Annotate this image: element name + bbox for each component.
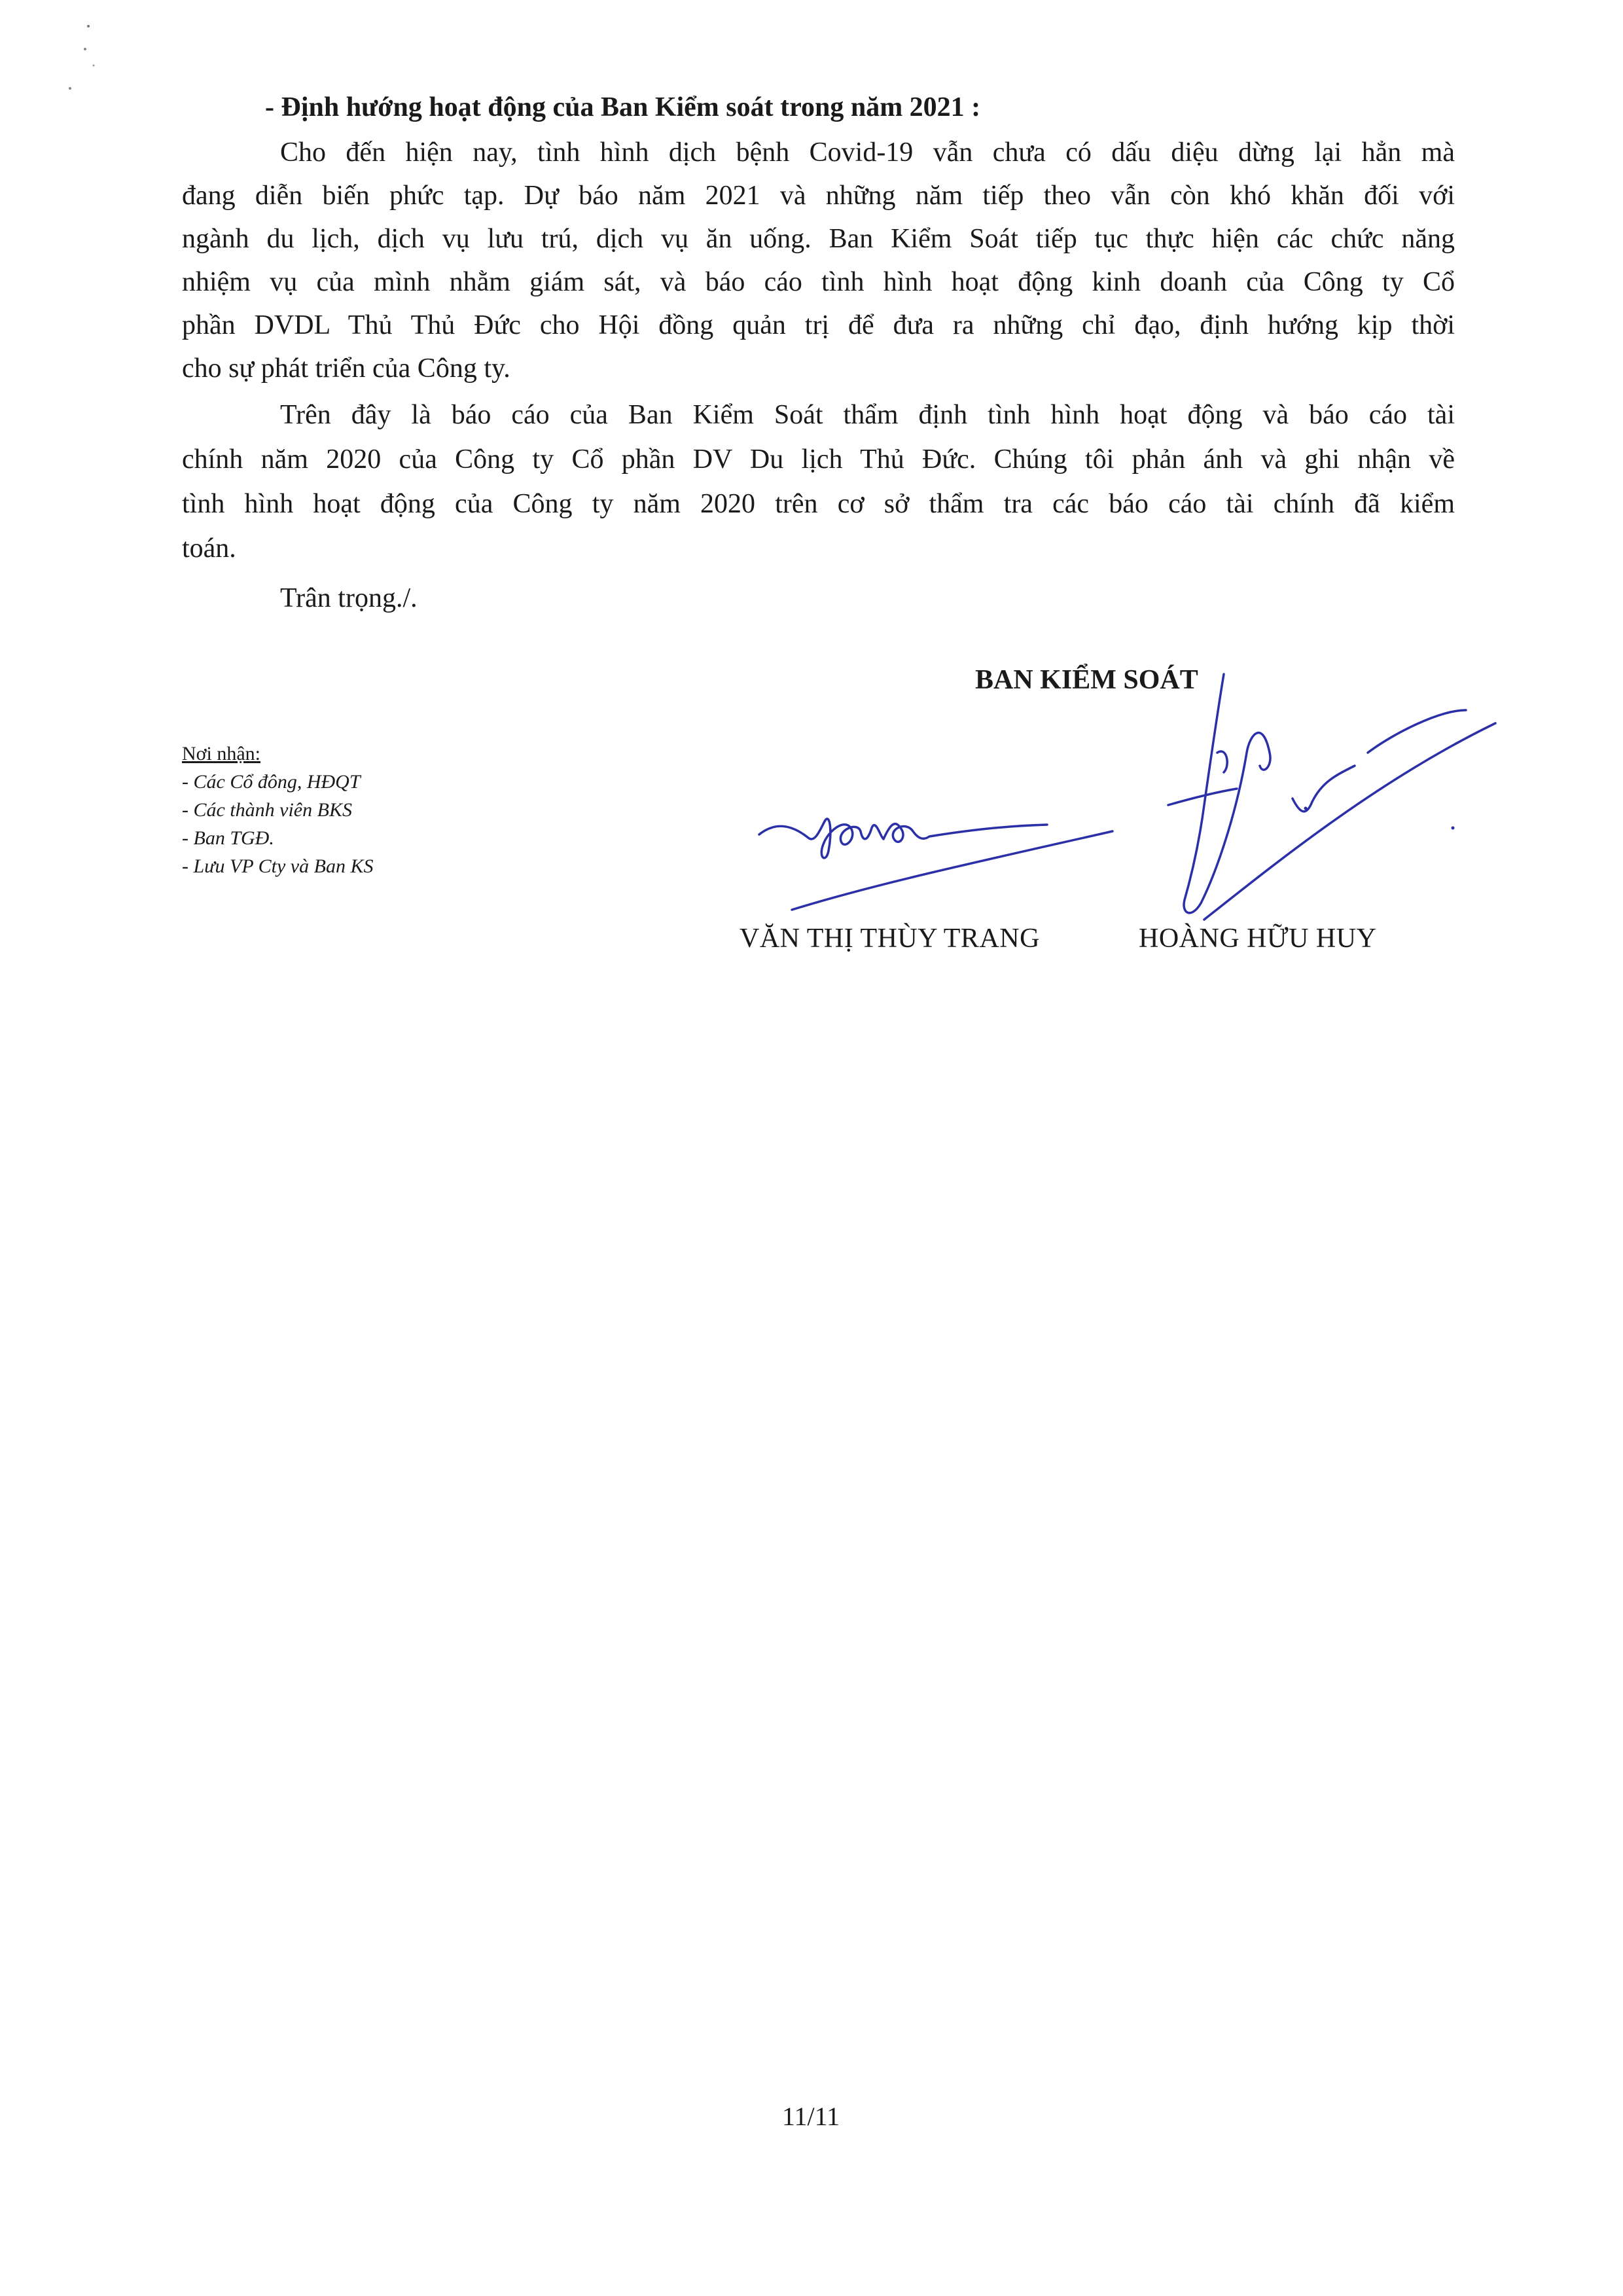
board-title: BAN KIỂM SOÁT	[975, 665, 1198, 695]
recipients-title: Nơi nhận:	[182, 743, 261, 764]
paragraph-line: Cho đến hiện nay, tình hình dịch bệnh Covid-19 vẫn chưa có dấu diệu dừng lại hẳn mà	[280, 137, 1455, 168]
signer-name: VĂN THỊ THÙY TRANG	[740, 924, 1040, 954]
paragraph-outlook	[182, 131, 1455, 390]
section-heading: - Định hướng hoạt động của Ban Kiểm soát trong năm 2021 :	[265, 92, 981, 122]
page-number: 11/11	[782, 2102, 840, 2131]
paragraph-line: chính năm 2020 của Công ty Cổ phần DV Du lịch Thủ Đức. Chúng tôi phản ánh và ghi nhận về	[182, 444, 1455, 475]
paragraph-line: tình hình hoạt động của Công ty năm 2020 trên cơ sở thẩm tra các báo cáo tài chính đã kiểm	[182, 489, 1455, 519]
paragraph-line: Trên đây là báo cáo của Ban Kiểm Soát thẩm định tình hình hoạt động và báo cáo tài	[280, 400, 1455, 430]
paragraph-line: đang diễn biến phức tạp. Dự báo năm 2021 và những năm tiếp theo vẫn còn khó khăn đối với	[182, 181, 1455, 211]
paragraph-line: nhiệm vụ của mình nhằm giám sát, và báo cáo tình hình hoạt động kinh doanh của Công ty Cổ	[182, 267, 1455, 297]
recipients-block	[182, 740, 373, 880]
recipient-item: - Các thành viên BKS	[182, 799, 352, 821]
closing-text: Trân trọng./.	[280, 583, 418, 613]
signer-name: HOÀNG HỮU HUY	[1139, 924, 1377, 954]
recipient-item: - Lưu VP Cty và Ban KS	[182, 855, 374, 877]
paragraph-summary	[182, 393, 1455, 571]
scan-speck	[62, 20, 101, 98]
paragraph-line: phần DVDL Thủ Thủ Đức cho Hội đồng quản trị để đưa ra những chỉ đạo, định hướng kịp thời	[182, 310, 1455, 340]
paragraph-line: cho sự phát triển của Công ty.	[182, 353, 510, 384]
paragraph-line: toán.	[182, 533, 236, 564]
recipient-item: - Ban TGĐ.	[182, 827, 274, 849]
signature-image	[1165, 661, 1505, 962]
signature-image	[746, 759, 1139, 929]
recipient-item: - Các Cổ đông, HĐQT	[182, 771, 361, 793]
paragraph-line: ngành du lịch, dịch vụ lưu trú, dịch vụ ăn uống. Ban Kiểm Soát tiếp tục thực hiện các chức năng	[182, 224, 1455, 254]
